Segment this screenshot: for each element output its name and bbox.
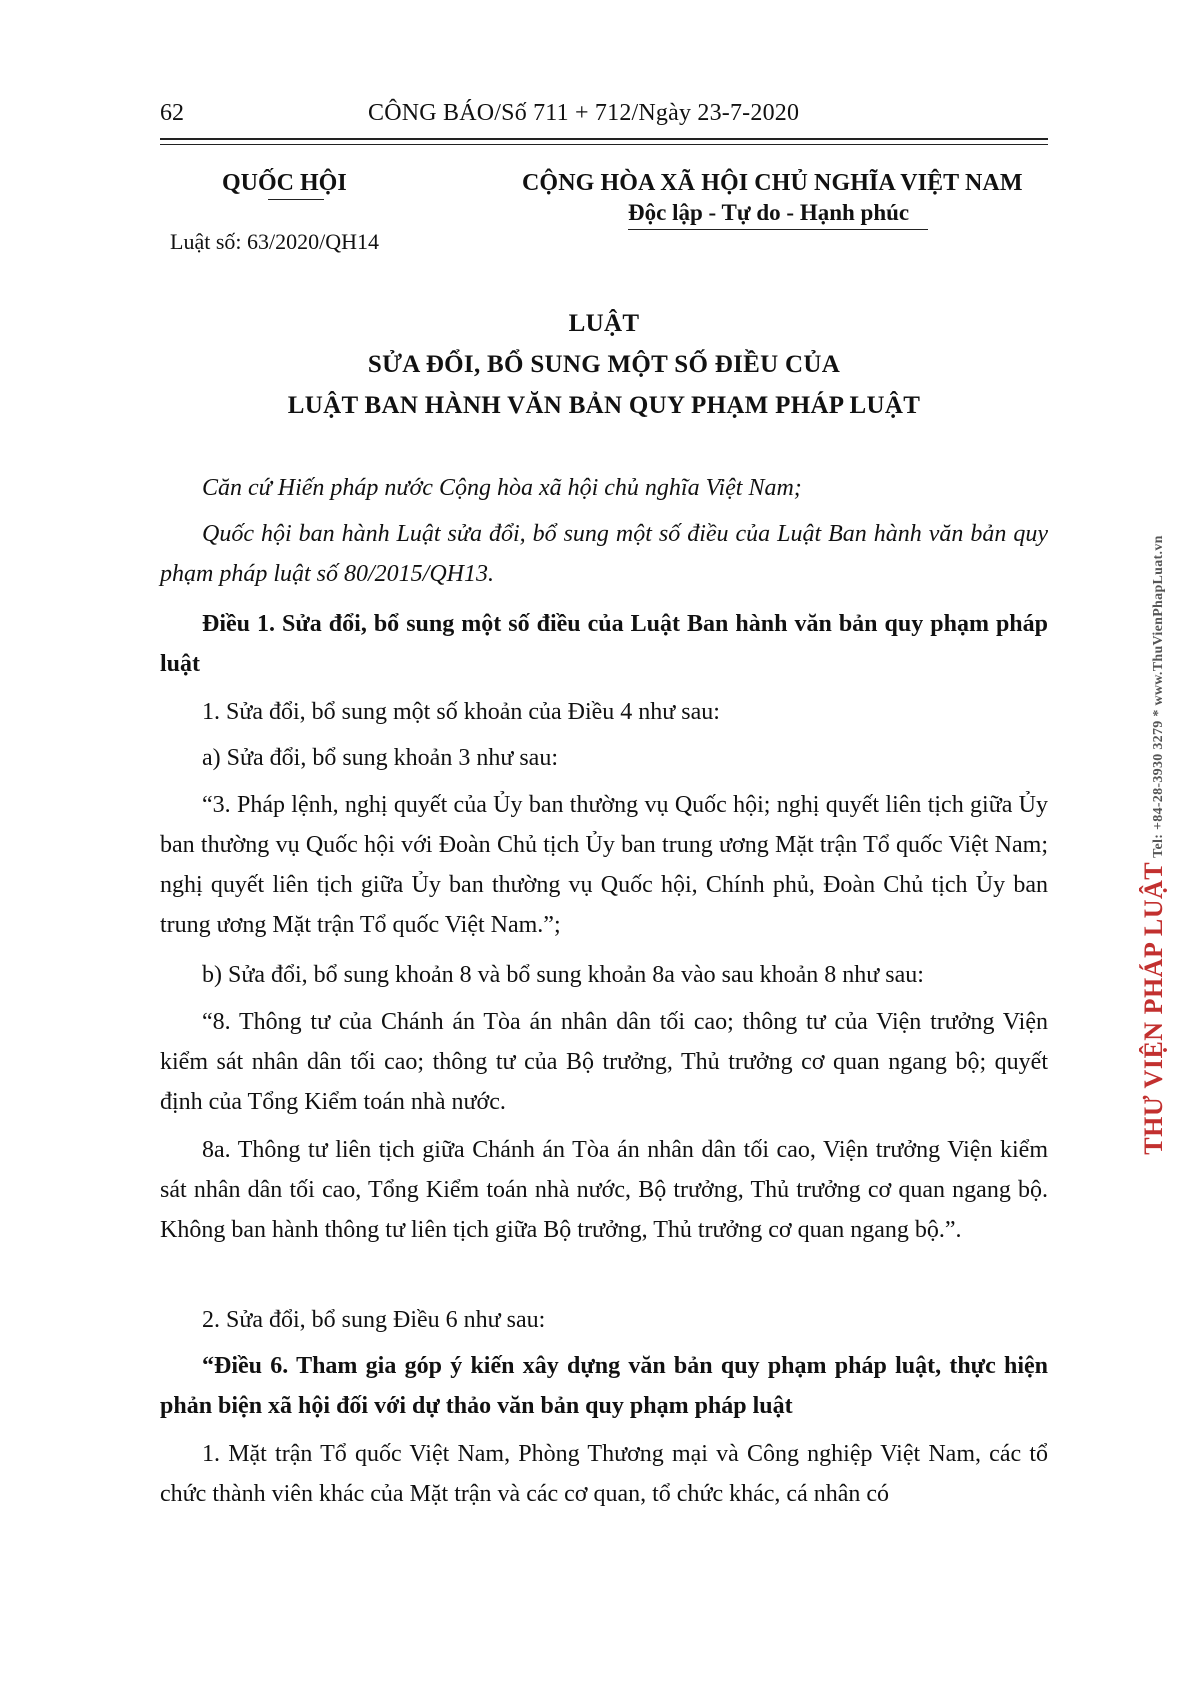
page-number: 62 (160, 100, 184, 126)
document-type-title: LUẬT (568, 310, 640, 337)
watermark-brand: THƯ VIỆN PHÁP LUẬT (1139, 861, 1168, 1155)
page-header (160, 100, 1048, 140)
article-6-heading: “Điều 6. Tham gia góp ý kiến xây dựng văn bản quy phạm pháp luật, thực hiện phản biện xã hội đối với dự thảo văn bản quy phạm pháp luật (160, 1353, 1048, 1419)
national-motto: Độc lập - Tự do - Hạnh phúc (628, 200, 910, 225)
clause-1-paragraph: 1. Mặt trận Tổ quốc Việt Nam, Phòng Thương mại và Công nghiệp Việt Nam, các tổ chức thành viên khác của Mặt trận và các cơ quan, tổ chức khác, cá nhân có (160, 1441, 1048, 1507)
header-double-rule (160, 138, 1048, 145)
quoted-clause-8a: 8a. Thông tư liên tịch giữa Chánh án Tòa án nhân dân tối cao, Viện trưởng Viện kiểm sát nhân dân tối cao, Tổng Kiểm toán nhà nước, Bộ trưởng, Thủ trưởng cơ quan ngang bộ. Không ban hành thông tư liên tịch giữa Bộ trưởng, Thủ trưởng cơ quan ngang bộ.”. (160, 1137, 1048, 1243)
issuer-name: QUỐC HỘI (222, 170, 347, 196)
watermark-text (1138, 445, 1170, 1245)
item-1-paragraph: 1. Sửa đổi, bổ sung một số khoản của Điều 4 như sau: (202, 699, 720, 725)
side-watermark (1138, 445, 1170, 1245)
enactment-paragraph: Quốc hội ban hành Luật sửa đổi, bổ sung một số điều của Luật Ban hành văn bản quy phạm pháp luật số 80/2015/QH13. (160, 521, 1048, 587)
document-title-line-1: SỬA ĐỔI, BỔ SUNG MỘT SỐ ĐIỀU CỦA (367, 351, 841, 378)
law-number: Luật số: 63/2020/QH14 (170, 229, 379, 254)
article-1-heading: Điều 1. Sửa đổi, bổ sung một số điều của Luật Ban hành văn bản quy phạm pháp luật (160, 611, 1048, 677)
quoted-clause-8: “8. Thông tư của Chánh án Tòa án nhân dân tối cao; thông tư của Viện trưởng Viện kiểm sát nhân dân tối cao; thông tư của Bộ trưởng, Thủ trưởng cơ quan ngang bộ; quyết định của Tổng Kiểm toán nhà nước. (160, 1009, 1048, 1115)
item-2-paragraph: 2. Sửa đổi, bổ sung Điều 6 như sau: (202, 1307, 546, 1333)
legal-basis-paragraph: Căn cứ Hiến pháp nước Cộng hòa xã hội chủ nghĩa Việt Nam; (202, 475, 802, 501)
item-a-paragraph: a) Sửa đổi, bổ sung khoản 3 như sau: (202, 745, 558, 771)
document-title-line-2: LUẬT BAN HÀNH VĂN BẢN QUY PHẠM PHÁP LUẬT (287, 392, 921, 419)
gazette-title: CÔNG BÁO/Số 711 + 712/Ngày 23-7-2020 (368, 100, 800, 126)
republic-name: CỘNG HÒA XÃ HỘI CHỦ NGHĨA VIỆT NAM (522, 170, 1023, 196)
issuer-underline (268, 199, 324, 200)
item-b-paragraph: b) Sửa đổi, bổ sung khoản 8 và bổ sung khoản 8a vào sau khoản 8 như sau: (202, 962, 924, 988)
watermark-contact: Tel: +84-28-3930 3279 * www.ThuVienPhapLuat.vn (1151, 535, 1166, 858)
motto-underline (628, 229, 928, 230)
quoted-clause-3: “3. Pháp lệnh, nghị quyết của Ủy ban thường vụ Quốc hội; nghị quyết liên tịch giữa Ủy ban thường vụ Quốc hội với Đoàn Chủ tịch Ủy ban trung ương Mặt trận Tổ quốc Việt Nam; nghị quyết liên tịch giữa Ủy ban thường vụ Quốc hội, Chính phủ, Đoàn Chủ tịch Ủy ban trung ương Mặt trận Tổ quốc Việt Nam.”; (160, 792, 1048, 938)
